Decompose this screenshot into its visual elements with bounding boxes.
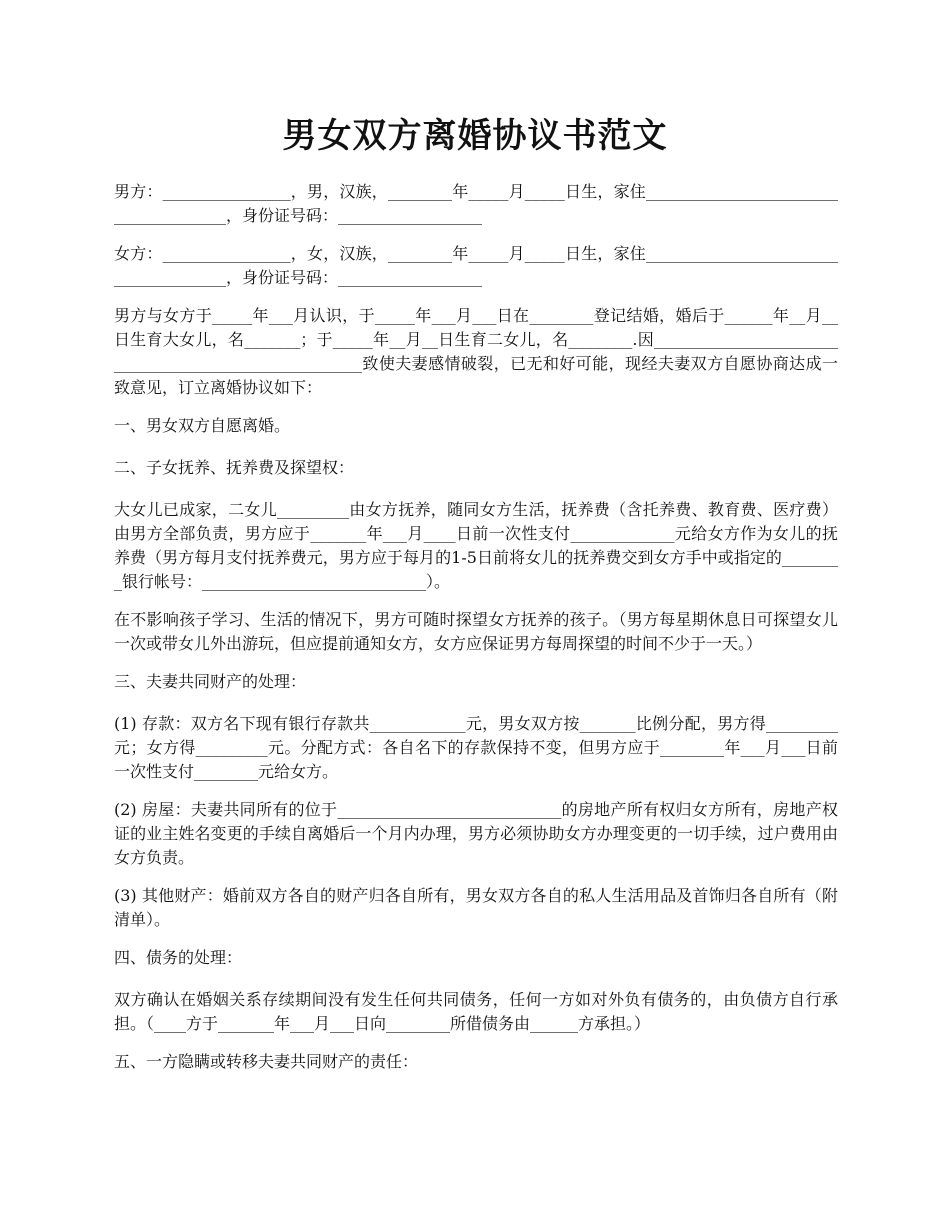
male-party-paragraph: 男方：________________，男，汉族，________年_____月_____日生，家住______________________________________，身份证号码：__________________: [114, 182, 838, 225]
document-body: [114, 180, 838, 1092]
document-title: 男女双方离婚协议书范文: [282, 116, 668, 156]
section-1-heading: 一、男女双方自愿离婚。: [114, 416, 291, 435]
debts-paragraph: 双方确认在婚姻关系存续期间没有发生任何共同债务，任何一方如对外负有债务的，由负债方自行承担。（____方于_______年___月___日向________所借债务由______方承担。）: [114, 990, 838, 1033]
other-property-paragraph: (3) 其他财产：婚前双方各自的财产归各自所有，男女双方各自的私人生活用品及首饰归各自所有（附清单）。: [114, 886, 838, 929]
section-2-heading: 二、子女抚养、抚养费及探望权：: [114, 458, 355, 477]
visitation-paragraph: 在不影响孩子学习、生活的情况下，男方可随时探望女方抚养的孩子。（男方每星期休息日可探望女儿一次或带女儿外出游玩，但应提前通知女方，女方应保证男方每周探望的时间不少于一天。）: [114, 610, 838, 653]
section-4-heading: 四、债务的处理：: [114, 948, 243, 967]
marriage-background-paragraph: 男方与女方于_____年___月认识，于_____年___月___日在________登记结婚，婚后于______年__月__日生育大女儿，名_______；于_____年__月__日生育二女儿，名________.因______________________________________________________致使夫妻感情破裂，已无和好可能，现经夫妻双方自愿协商达成一致意见，订立离婚协议如下：: [114, 306, 838, 397]
house-paragraph: (2) 房屋：夫妻共同所有的位于____________________________的房地产所有权归女方所有，房地产权证的业主姓名变更的手续自离婚后一个月内办理，男方必须协助女方办理变更的一切手续，过户费用由女方负责。: [114, 800, 838, 867]
child-support-paragraph: 大女儿已成家，二女儿_________由女方抚养，随同女方生活，抚养费（含托养费、教育费、医疗费）由男方全部负责，男方应于_______年___月____日前一次性支付_____________元给女方作为女儿的抚养费（男方每月支付抚养费元，男方应于每月的1-5日前将女儿的抚养费交到女方手中或指定的________银行帐号：____________________________）。: [114, 500, 838, 591]
deposits-paragraph: (1) 存款：双方名下现有银行存款共____________元，男女双方按_______比例分配，男方得_________元；女方得_________元。分配方式：各自名下的存款保持不变，但男方应于________年___月___日前一次性支付________元给女方。: [114, 714, 838, 781]
section-5-heading: 五、一方隐瞒或转移夫妻共同财产的责任：: [114, 1052, 419, 1071]
female-party-paragraph: 女方：________________，女，汉族，________年_____月_____日生，家住______________________________________，身份证号码：__________________: [114, 244, 838, 287]
section-3-heading: 三、夫妻共同财产的处理：: [114, 672, 307, 691]
